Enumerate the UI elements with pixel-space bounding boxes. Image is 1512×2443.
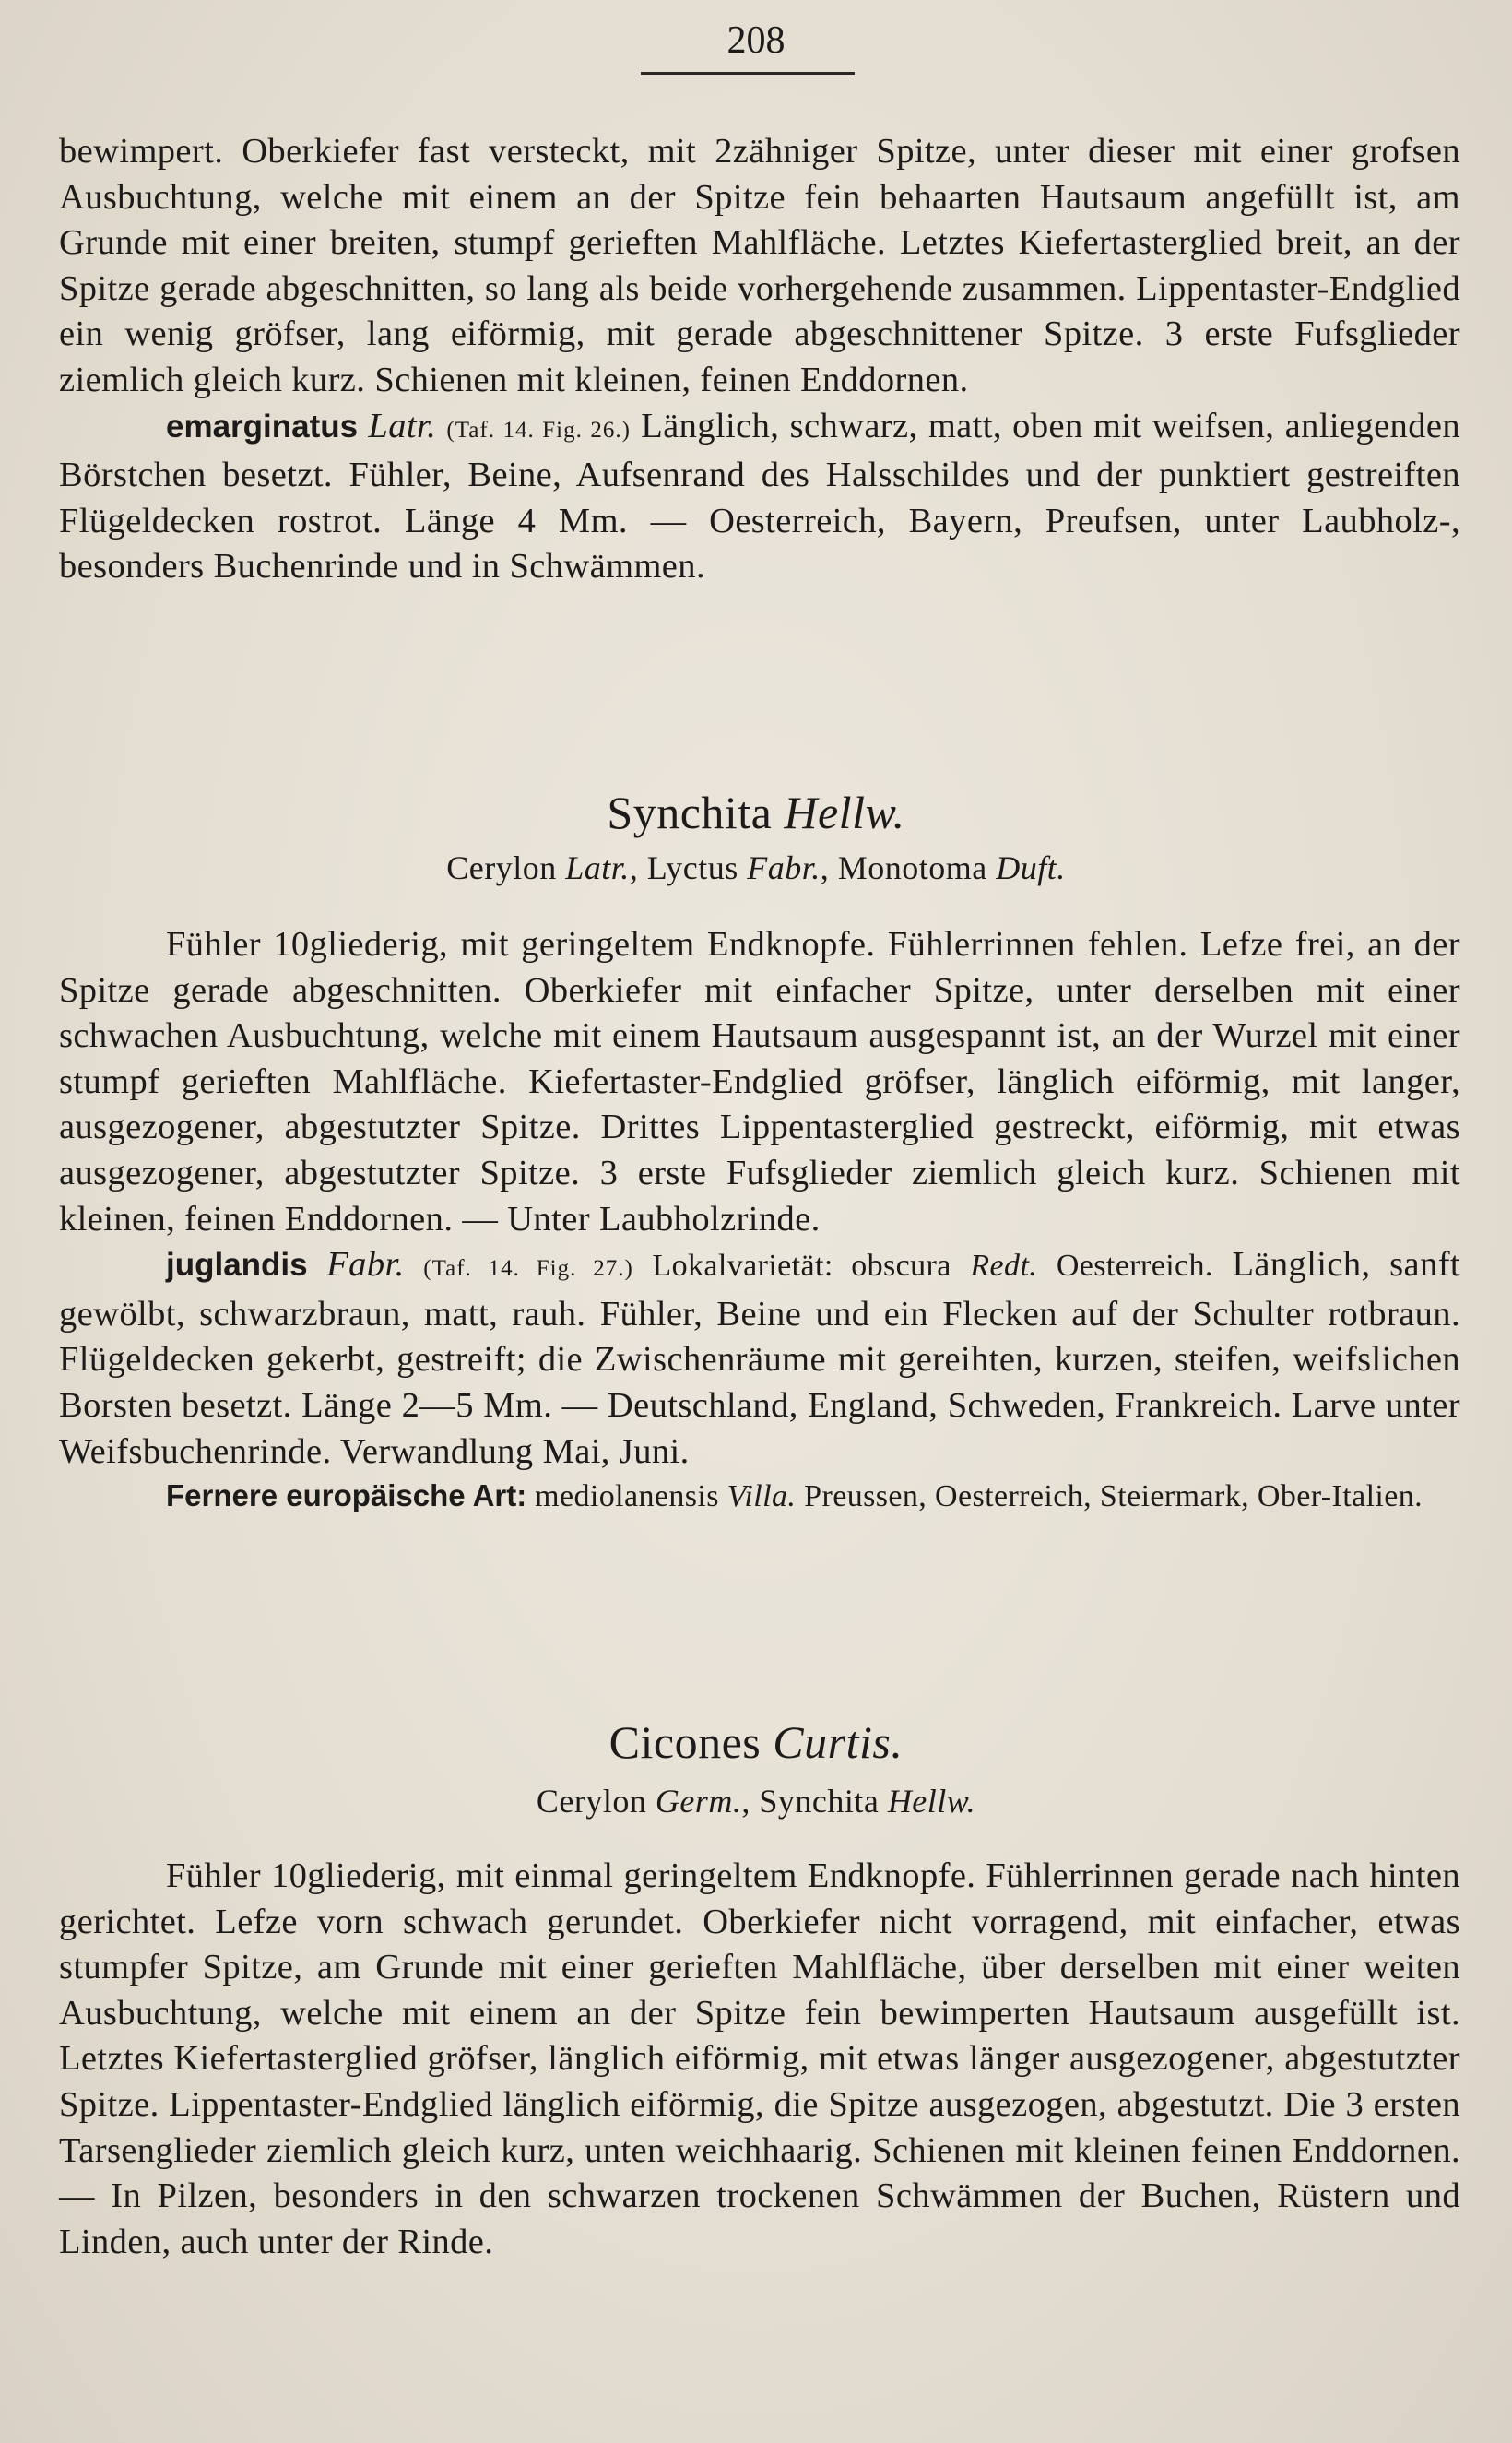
species-name: emarginatus: [166, 408, 359, 445]
other-species-author: Villa.: [726, 1479, 797, 1514]
synchita-text-block: [59, 922, 1460, 1518]
species-author: Latr.: [368, 406, 437, 445]
species-description: Länglich, schwarz, matt, oben mit weifsen, anliegenden Börstchen besetzt. Fühler, Beine, Aufsenrand des Halsschildes und der punktiert gestreiften Flügeldecken rostrot. Länge 4 Mm. — Oesterreich, Bayern, Preufsen, unter Laubholz-, besonders Buchenrinde und in Schwämmen.: [59, 406, 1460, 587]
synonym-name: Synchita: [759, 1783, 880, 1820]
genus-author: Hellw.: [784, 787, 905, 838]
variety-author: Redt.: [970, 1249, 1038, 1284]
synonym-name: Monotoma: [837, 849, 987, 886]
genus-name: Cicones: [608, 1716, 762, 1768]
synonym-separator: ,: [741, 1783, 760, 1820]
species-name: juglandis: [166, 1247, 308, 1284]
synonym-separator: ,: [629, 849, 647, 886]
figure-reference: (Taf. 14. Fig. 27.): [423, 1256, 633, 1282]
variety-region: Oesterreich.: [1056, 1249, 1213, 1284]
synonym-name: Lyctus: [646, 849, 738, 886]
genus-author: Curtis.: [773, 1716, 904, 1768]
page-number-rule: [641, 72, 855, 75]
synonym-name: Cerylon: [536, 1783, 647, 1820]
top-text-block: [59, 129, 1460, 590]
species-author: Fabr.: [326, 1245, 405, 1285]
synonym-separator: ,: [820, 849, 838, 886]
other-species-name: mediolanensis: [535, 1479, 719, 1514]
synonyms-synchita: [0, 848, 1512, 887]
species-description: Länglich, sanft gewölbt, schwarzbraun, matt, rauh. Fühler, Beine und ein Flecken auf der Schulter rotbraun. Flügeldecken gekerbt, gestreift; die Zwischenräume mit gereihten, kurzen, steifen, weifslichen Borsten besetzt. Länge 2—5 Mm. — Deutschland, England, Schweden, Frankreich. Larve unter Weifsbuchenrinde. Verwandlung Mai, Juni.: [59, 1245, 1461, 1471]
other-species-line: [59, 1475, 1460, 1518]
other-species-regions: Preussen, Oesterreich, Steiermark, Ober-Italien.: [804, 1479, 1423, 1514]
synonym-author: Fabr.: [747, 849, 821, 886]
intro-paragraph: bewimpert. Oberkiefer fast versteckt, mit 2zähniger Spitze, unter dieser mit einer grofsen Ausbuchtung, welche mit einem an der Spitze fein behaarten Hautsaum angefüllt ist, am Grunde mit einer breiten, stumpf gerieften Mahlfläche. Letztes Kiefertasterglied breit, an der Spitze gerade abgeschnitten, so lang als beide vorhergehende zusammen. Lippentaster-Endglied ein wenig gröfser, lang eiförmig, mit gerade abgeschnittener Spitze. 3 erste Fufsglieder ziemlich gleich kurz. Schienen mit kleinen, feinen Enddornen.: [59, 132, 1460, 399]
synonym-author: Duft.: [996, 849, 1066, 886]
synonyms-cicones: [0, 1782, 1512, 1820]
page-number: 208: [726, 19, 786, 62]
synonym-author: Latr.: [565, 849, 630, 886]
genus-description: Fühler 10gliederig, mit einmal geringeltem Endknopfe. Fühlerrinnen gerade nach hinten gerichtet. Lefze vorn schwach gerundet. Oberkiefer nicht vorragend, mit einfacher, etwas stumpfer Spitze, am Grunde mit einer gerieften Mahlfläche, über derselben mit einer weiten Ausbuchtung, welche mit einem an der Spitze fein bewimperten Hautsaum ausgefüllt ist. Letztes Kiefertasterglied gröfser, länglich eiförmig, mit etwas länger ausgezogener, abgestutzter Spitze. Lippentaster-Endglied länglich eiförmig, die Spitze ausgezogen, abgestutzt. Die 3 ersten Tarsenglieder ziemlich gleich kurz, unten weichhaarig. Schienen mit kleinen feinen Enddornen. — In Pilzen, besonders in den schwarzen trockenen Schwämmen der Buchen, Rüstern und Linden, auch unter der Rinde.: [59, 1856, 1460, 2261]
synonym-author: Germ.: [655, 1783, 742, 1820]
synonym-name: Cerylon: [446, 849, 557, 886]
genus-name: Synchita: [607, 787, 773, 838]
figure-reference: (Taf. 14. Fig. 26.): [446, 417, 631, 443]
species-entry-emarginatus: [59, 404, 1460, 590]
variety-label: Lokalvarietät: obscura: [652, 1249, 951, 1284]
species-entry-juglandis: [59, 1242, 1460, 1475]
cicones-text-block: [59, 1854, 1460, 2265]
other-species-label: Fernere europäische Art:: [166, 1478, 527, 1513]
synonym-author: Hellw.: [887, 1783, 976, 1820]
genus-heading-synchita: [0, 786, 1512, 839]
genus-description: Fühler 10gliederig, mit geringeltem Endknopfe. Fühlerrinnen fehlen. Lefze frei, an der Spitze gerade abgeschnitten. Oberkiefer mit einfacher Spitze, unter derselben mit einer schwachen Ausbuchtung, welche mit einem Hautsaum ausgespannt ist, an der Wurzel mit einer stumpf gerieften Mahlfläche. Kiefertaster-Endglied gröfser, länglich eiförmig, mit langer, ausgezogener, abgestutzter Spitze. Drittes Lippentasterglied gestreckt, eiförmig, mit etwas ausgezogener, abgestutzter Spitze. 3 erste Fufsglieder ziemlich gleich kurz. Schienen mit kleinen, feinen Enddornen. — Unter Laubholzrinde.: [59, 925, 1460, 1239]
genus-heading-cicones: [0, 1715, 1512, 1769]
